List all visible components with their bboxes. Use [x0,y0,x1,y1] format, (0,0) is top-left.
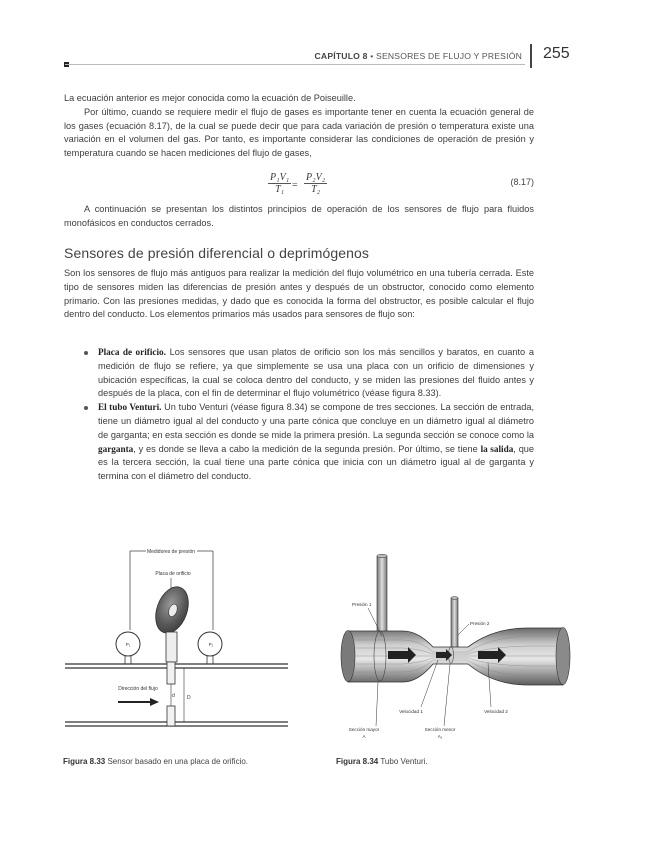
inlet-opening [341,631,355,682]
page-header [0,40,661,70]
label-D: D [187,695,191,701]
intro-paragraph-1: La ecuación anterior es mejor conocida como la ecuación de Poiseuille. [64,93,356,103]
pressure-tap-1 [377,556,387,641]
figure-8-34-venturi-tube [328,548,578,748]
label-placa-orificio: Placa de orificio [155,571,191,577]
leader-line [444,664,450,726]
list-item-venturi: El tubo Venturi. Un tubo Venturi (véase figura 8.34) se compone de tres secciones. La sección de entrada, tiene un diámetro igual al del conducto y una parte cónica que concluye en un diámetro igual al diámetro de garganta; en esta sección es donde se mide la primera presión. La segunda sección se conoce como la garganta, y es donde se lleva a cabo la medición de la segunda presión. Por último, se tiene la salida, que es la tercera sección, la cual tiene una parte cónica que inicia con un diámetro igual al de garganta y termina con el diámetro del conducto. [82,401,534,484]
equation-number: (8.17) [510,177,534,187]
gauge-p1 [116,632,140,664]
label-velocidad-2: Velocidad 2 [484,709,508,714]
label-presion-2: Presión 2 [470,621,490,626]
label-seccion-menor-symbol: A₁ [437,734,443,739]
header-rule [65,64,525,65]
after-equation-text [64,203,534,231]
intro-paragraph-2: Por último, cuando se requiere medir el flujo de gases es importante tener en cuenta la ecuación general de los gases (ecuación 8.17), de la cual se puede decir que para cada variación de presión o temperatura existe una variación en el volumen del gas. Por tanto, es importante considerar las condiciones de operación de presión y temperatura cuando se hacen mediciones del flujo de gases, [64,106,534,159]
label-p2: P₂ [208,642,214,647]
label-direccion-flujo: Dirección del flujo [118,686,158,692]
section-title: Sensores de presión diferencial o deprimógenos [64,245,370,261]
pressure-tap-2 [451,598,458,653]
gauge-p2 [198,632,222,664]
bullet-icon [84,406,88,410]
label-presion-1: Presión 1 [352,602,372,607]
primary-elements-list [82,346,534,484]
header-separator [530,44,532,68]
leader-line [376,682,378,726]
label-seccion-mayor-symbol: A [362,734,366,739]
list-item-placa: Placa de orificio. Los sensores que usan platos de orificio son los más sencillos y baratos, en cuanto a medición de flujo se refiere, ya que simplemente se usa una placa con un orificio de dimensiones y ubicación específicas, la cual se coloca dentro del conducto, y se miden las presiones del fluido antes y después de la placa, con el fin de determinar el flujo volumétrico (véase figura 8.33). [82,346,534,401]
label-d: d [172,693,175,699]
tap-top [451,597,458,600]
leader-line [458,624,469,635]
pipe [65,662,288,726]
label-seccion-mayor: Sección mayor [348,727,380,732]
plate-stem [166,632,177,662]
equation-equals: = [292,180,298,191]
after-equation-paragraph: A continuación se presentan los distintos principios de operación de los sensores de flujo para fluidos monofásicos en conductos cerrados. [64,204,534,228]
running-head: CAPÍTULO 8 • SENSORES DE FLUJO Y PRESIÓN [314,51,522,61]
label-medidores-presion: Medidores de presión [146,549,196,555]
tap-top [377,554,387,558]
bullet-icon [84,351,88,355]
flow-arrow-icon [118,698,159,706]
equation-lhs: $\frac{\text{P₁V₁}}{\text{T₁}}$ [270,172,290,195]
intro-text [64,92,534,161]
figure-8-33-caption: Figura 8.33 Sensor basado en una placa de orificio. [63,757,249,766]
label-seccion-menor: Sección menor [424,727,456,732]
label-velocidad-1: Velocidad 1 [399,709,423,714]
section-text [64,267,534,322]
figure-8-34-caption: Figura 8.34 Tubo Venturi. [336,757,428,766]
equation-rhs: $\frac{\text{P₂V₂}}{\text{T₂}}$ [306,172,326,195]
label-p1: P₁ [125,642,131,647]
orifice-plate-disc [150,582,195,637]
section-paragraph: Son los sensores de flujo más antiguos para realizar la medición del flujo volumétrico en una tubería cerrada. Este tipo de sensores miden las diferencias de presión antes y después de un obstructor, conocido como elemento primario. Con las presiones medidas, y dado que es conocida la forma del obstructor, es posible calcular el flujo dentro del conducto. Los elementos primarios más usados para sensores de flujo son: [64,268,534,320]
page-number: 255 [543,45,570,62]
figure-8-33-orifice-plate [60,540,300,755]
